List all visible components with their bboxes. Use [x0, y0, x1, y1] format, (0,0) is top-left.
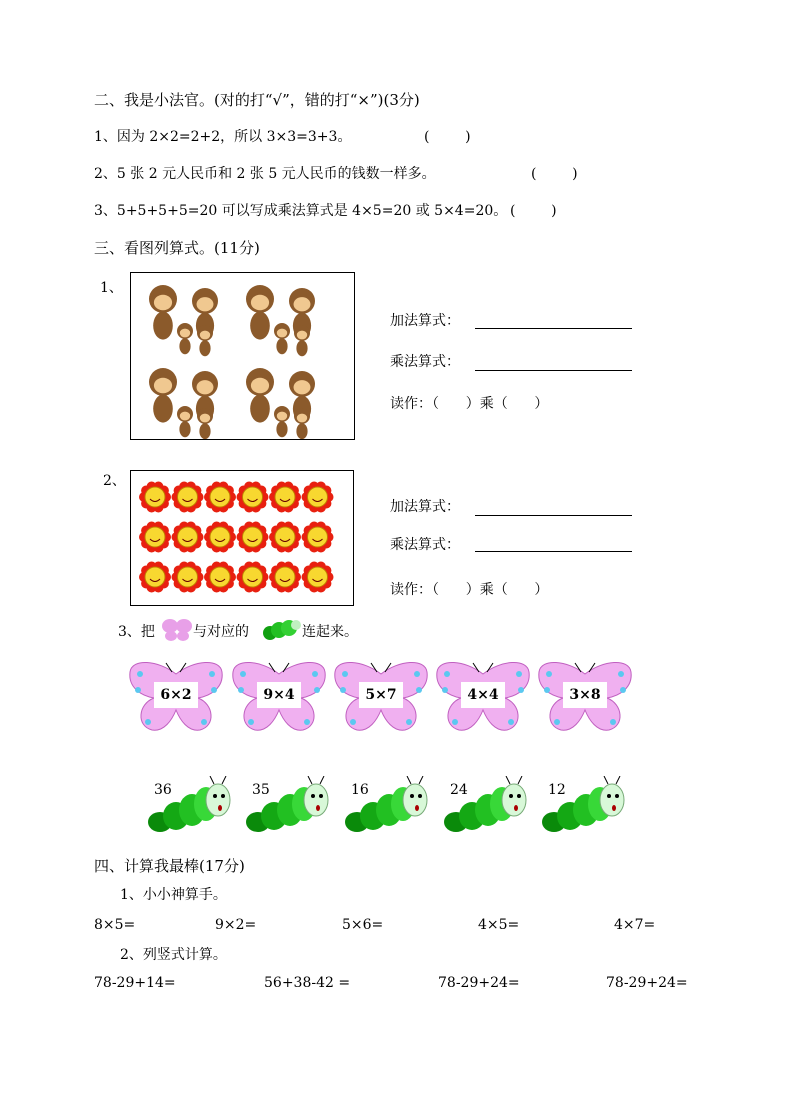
calc-5: 4×7= — [614, 917, 656, 933]
calc-4: 4×5= — [478, 917, 520, 933]
monkey-figure — [294, 325, 310, 356]
monkey-figure — [149, 368, 177, 423]
q1-add-answer-line[interactable] — [475, 328, 632, 329]
caterpillar-number: 24 — [450, 782, 468, 798]
q3-text-b: 与对应的 — [193, 624, 249, 640]
calc-2: 9×2= — [215, 917, 257, 933]
calc-1: 8×5= — [94, 917, 136, 933]
flower-figure — [237, 482, 269, 513]
butterfly-expression: 3×8 — [563, 682, 607, 708]
butterfly-expression: 4×4 — [461, 682, 505, 708]
q2-mul-answer-line[interactable] — [475, 551, 632, 552]
flower-figure — [139, 482, 171, 513]
flower-figure — [204, 562, 236, 593]
q1-read: 读作：（ ）乘（ ） — [390, 396, 549, 412]
caterpillar-number: 35 — [252, 782, 270, 798]
flower-picture — [130, 470, 354, 606]
s2-answer-1[interactable]: ( ) — [424, 129, 471, 145]
s4-sub1: 1、小小神算手。 — [120, 887, 227, 903]
flower-figure — [204, 522, 236, 553]
flower-figure — [269, 562, 301, 593]
butterfly-card[interactable] — [537, 660, 633, 732]
flower-figure — [139, 522, 171, 553]
butterfly-card[interactable] — [128, 660, 224, 732]
vertical-calc-4: 78-29+24= — [606, 975, 688, 991]
section4-title: 四、计算我最棒(17分) — [94, 857, 245, 875]
q1-number: 1、 — [100, 280, 123, 296]
q2-number: 2、 — [103, 473, 126, 489]
monkey-figure — [246, 368, 274, 423]
monkey-figure — [274, 406, 290, 437]
q1-mul-label: 乘法算式： — [390, 354, 460, 370]
monkey-figure — [197, 325, 213, 356]
caterpillar-icon — [262, 615, 302, 641]
s2-item-1: 1、因为 2×2=2+2，所以 3×3=3+3。 — [94, 129, 352, 145]
flower-figure — [172, 562, 204, 593]
s2-item-2: 2、5 张 2 元人民币和 2 张 5 元人民币的钱数一样多。 — [94, 166, 436, 182]
butterfly-expression: 9×4 — [257, 682, 301, 708]
calc-3: 5×6= — [342, 917, 384, 933]
flower-figure — [139, 562, 171, 593]
monkey-figure — [274, 323, 290, 354]
flower-figure — [269, 482, 301, 513]
caterpillar-number: 12 — [548, 782, 566, 798]
q2-read: 读作：（ ）乘（ ） — [390, 582, 549, 598]
vertical-calc-2: 56+38-42 = — [264, 975, 351, 991]
flower-figure — [172, 482, 204, 513]
caterpillar-card[interactable] — [146, 776, 236, 836]
flower-illustration — [131, 471, 353, 605]
butterfly-expression: 5×7 — [359, 682, 403, 708]
monkey-figure — [177, 323, 193, 354]
butterfly-card[interactable] — [333, 660, 429, 732]
flower-figure — [302, 522, 334, 553]
q1-add-label: 加法算式： — [390, 313, 460, 329]
s2-answer-2[interactable]: ( ) — [531, 166, 578, 182]
flower-figure — [172, 522, 204, 553]
monkey-figure — [149, 285, 177, 340]
monkey-figure — [294, 408, 310, 439]
caterpillar-card[interactable] — [540, 776, 630, 836]
s2-item-3: 3、5+5+5+5=20 可以写成乘法算式是 4×5=20 或 5×4=20。 — [94, 203, 508, 219]
section3-title: 三、看图列算式。(11分) — [94, 239, 260, 257]
flower-figure — [204, 482, 236, 513]
section2-title: 二、我是小法官。(对的打“√”，错的打“×”)(3分) — [94, 91, 420, 109]
caterpillar-card[interactable] — [442, 776, 532, 836]
butterfly-card[interactable] — [435, 660, 531, 732]
flower-figure — [302, 482, 334, 513]
monkey-illustration — [131, 273, 354, 439]
caterpillar-number: 16 — [351, 782, 369, 798]
caterpillar-card[interactable] — [343, 776, 433, 836]
flower-figure — [237, 562, 269, 593]
monkey-figure — [246, 285, 274, 340]
q3-text-a: 3、把 — [118, 624, 155, 640]
vertical-calc-3: 78-29+24= — [438, 975, 520, 991]
s2-answer-3[interactable]: ( ) — [510, 203, 557, 219]
flower-figure — [269, 522, 301, 553]
flower-figure — [237, 522, 269, 553]
vertical-calc-1: 78-29+14= — [94, 975, 176, 991]
monkey-figure — [197, 408, 213, 439]
monkey-figure — [177, 406, 193, 437]
butterfly-card[interactable] — [231, 660, 327, 732]
s4-sub2: 2、列竖式计算。 — [120, 947, 227, 963]
q2-add-answer-line[interactable] — [475, 515, 632, 516]
butterfly-expression: 6×2 — [154, 682, 198, 708]
flower-figure — [302, 562, 334, 593]
monkey-picture — [130, 272, 355, 440]
q2-add-label: 加法算式： — [390, 499, 460, 515]
caterpillar-card[interactable] — [244, 776, 334, 836]
q1-mul-answer-line[interactable] — [475, 370, 632, 371]
caterpillar-number: 36 — [154, 782, 172, 798]
q2-mul-label: 乘法算式： — [390, 537, 460, 553]
butterfly-icon — [162, 618, 192, 642]
q3-text-c: 连起来。 — [302, 624, 358, 640]
